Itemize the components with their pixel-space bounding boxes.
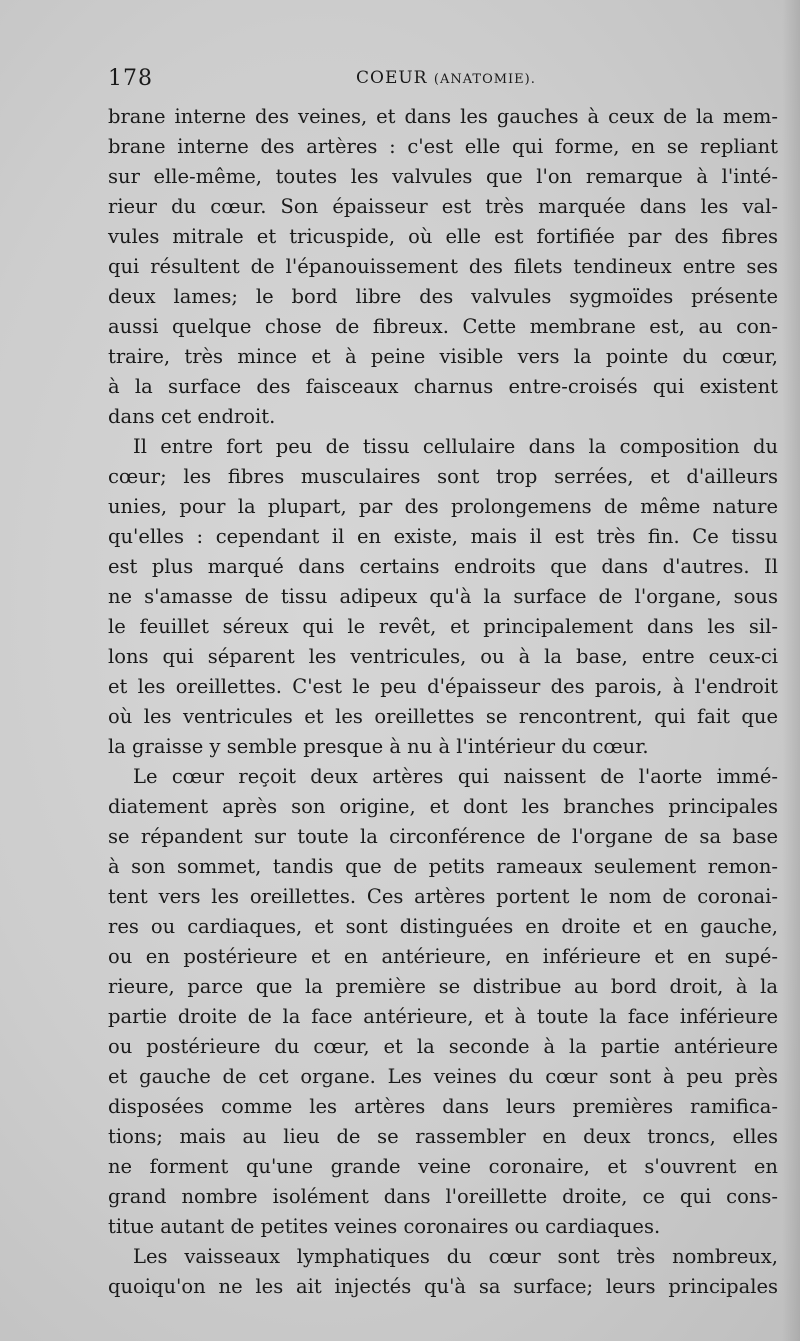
page-number: 178 — [108, 66, 153, 91]
text-line: Le cœur reçoit deux artères qui naissent de l'aorte immé- — [133, 765, 778, 788]
text-line: se répandent sur toute la circonférence de l'organe de sa base — [108, 825, 778, 848]
text-line: titue autant de petites veines coronaires ou cardiaques. — [108, 1215, 661, 1238]
text-line: quoiqu'on ne les ait injectés qu'à sa surface; leurs principales — [108, 1275, 778, 1298]
text-line: qui résultent de l'épanouissement des filets tendineux entre ses — [108, 255, 778, 278]
text-line: la graisse y semble presque à nu à l'intérieur du cœur. — [108, 735, 649, 758]
text-line: à la surface des faisceaux charnus entre-croisés qui existent — [108, 375, 778, 398]
text-line: res ou cardiaques, et sont distinguées en droite et en gauche, — [108, 915, 778, 938]
text-line: rieure, parce que la première se distribue au bord droit, à la — [108, 975, 778, 998]
text-line: rieur du cœur. Son épaisseur est très marquée dans les val- — [108, 195, 778, 218]
running-head-subtitle: (ANATOMIE). — [433, 72, 536, 87]
text-line: brane interne des artères : c'est elle qui forme, en se repliant — [108, 135, 778, 158]
running-head — [356, 68, 536, 88]
text-line: cœur; les fibres musculaires sont trop serrées, et d'ailleurs — [108, 465, 778, 488]
text-line: brane interne des veines, et dans les gauches à ceux de la mem- — [108, 105, 778, 128]
text-line: ou en postérieure et en antérieure, en inférieure et en supé- — [108, 945, 778, 968]
text-line: Les vaisseaux lymphatiques du cœur sont très nombreux, — [133, 1245, 778, 1268]
text-line: aussi quelque chose de fibreux. Cette membrane est, au con- — [108, 315, 778, 338]
text-line: grand nombre isolément dans l'oreillette droite, ce qui cons- — [108, 1185, 778, 1208]
text-line: disposées comme les artères dans leurs premières ramifica- — [108, 1095, 778, 1118]
text-line: à son sommet, tandis que de petits rameaux seulement remon- — [108, 855, 778, 878]
body-text — [108, 102, 778, 1302]
text-line: ne s'amasse de tissu adipeux qu'à la surface de l'organe, sous — [108, 585, 778, 608]
text-line: dans cet endroit. — [108, 405, 276, 428]
text-line: est plus marqué dans certains endroits que dans d'autres. Il — [108, 555, 778, 578]
text-line: et les oreillettes. C'est le peu d'épaisseur des parois, à l'endroit — [108, 675, 778, 698]
text-line: tent vers les oreillettes. Ces artères portent le nom de coronai- — [108, 885, 778, 908]
text-line: où les ventricules et les oreillettes se rencontrent, qui fait que — [108, 705, 778, 728]
text-line: qu'elles : cependant il en existe, mais il est très fin. Ce tissu — [108, 525, 778, 548]
text-line: Il entre fort peu de tissu cellulaire dans la composition du — [133, 435, 778, 458]
text-line: deux lames; le bord libre des valvules sygmoïdes présente — [108, 285, 778, 308]
page-header — [108, 66, 778, 96]
text-line: diatement après son origine, et dont les branches principales — [108, 795, 778, 818]
text-line: partie droite de la face antérieure, et à toute la face inférieure — [108, 1005, 778, 1028]
text-line: lons qui séparent les ventricules, ou à la base, entre ceux-ci — [108, 645, 778, 668]
text-line: traire, très mince et à peine visible vers la pointe du cœur, — [108, 345, 778, 368]
text-line: le feuillet séreux qui le revêt, et principalement dans les sil- — [108, 615, 778, 638]
text-line: ne forment qu'une grande veine coronaire, et s'ouvrent en — [108, 1155, 778, 1178]
text-line: vules mitrale et tricuspide, où elle est fortifiée par des fibres — [108, 225, 778, 248]
text-line: sur elle-même, toutes les valvules que l'on remarque à l'inté- — [108, 165, 778, 188]
text-line: tions; mais au lieu de se rassembler en deux troncs, elles — [108, 1125, 778, 1148]
text-line: ou postérieure du cœur, et la seconde à la partie antérieure — [108, 1035, 778, 1058]
running-head-title: COEUR — [356, 68, 428, 88]
text-line: et gauche de cet organe. Les veines du cœur sont à peu près — [108, 1065, 778, 1088]
text-line: unies, pour la plupart, par des prolongemens de même nature — [108, 495, 778, 518]
